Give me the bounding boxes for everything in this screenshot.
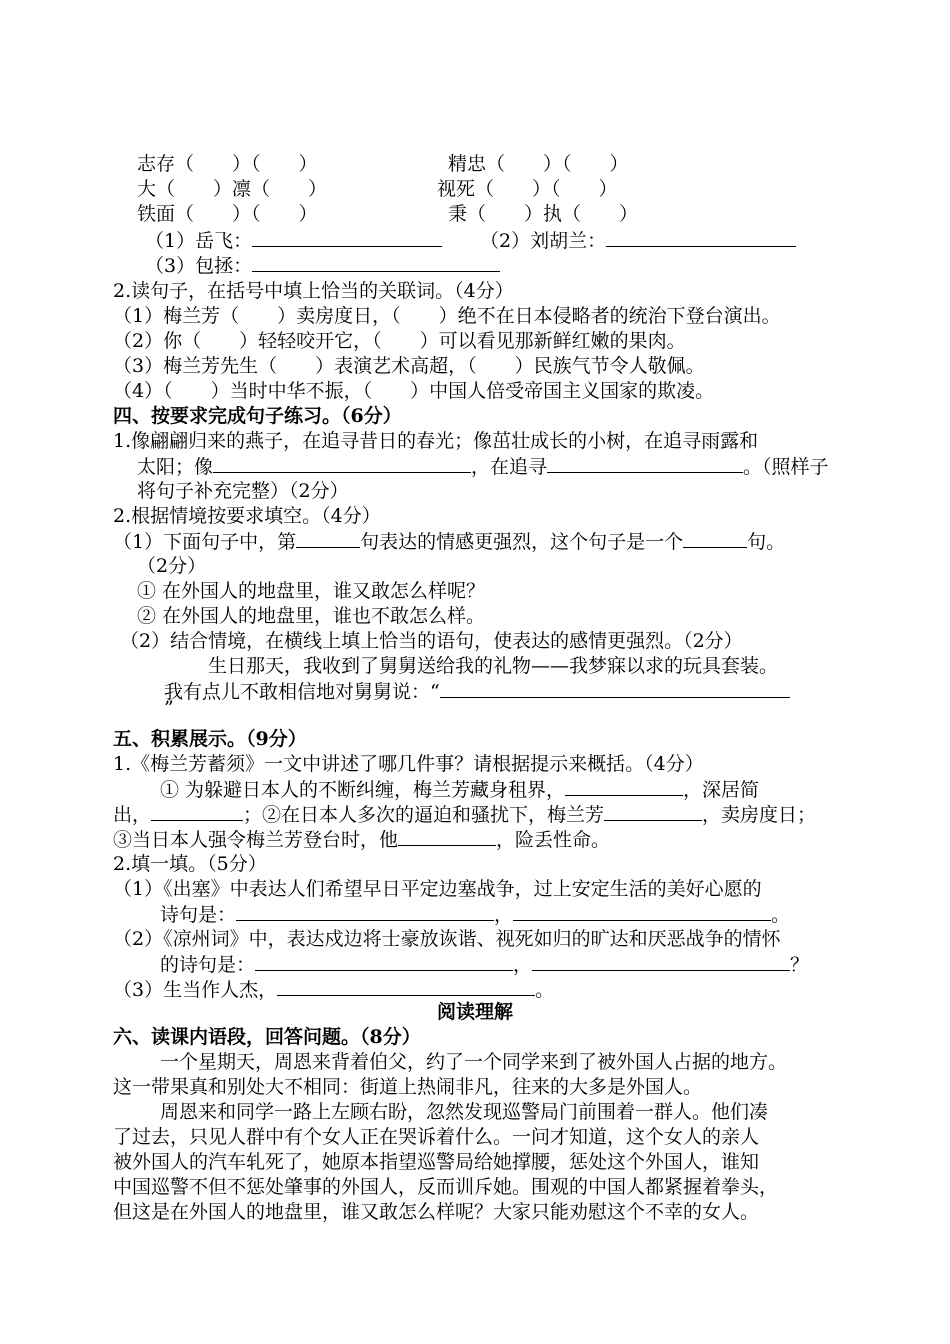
blank-line[interactable] (213, 454, 471, 473)
sec4-q2-2c: ” (164, 697, 174, 719)
blank-line[interactable] (277, 977, 535, 996)
text: ，深居简 (683, 779, 760, 801)
sec4-q2-2a: 生日那天，我收到了舅舅送给我的礼物——我梦寐以求的玩具套装。 (208, 655, 779, 677)
sec5-q2-1b (160, 902, 790, 926)
text: ，险丢性命。 (496, 829, 611, 851)
sec4-q2-1 (113, 529, 785, 553)
blank-line[interactable] (683, 529, 747, 548)
q2-s3: （3）梅兰芳先生（ ）表演艺术高超，（ ）民族气节令人敬佩。 (113, 355, 705, 377)
person-yuefei-label: （1）岳飞： (145, 230, 253, 252)
idiom-2-1: 大（ ）凛（ ） (137, 178, 328, 200)
blank-line[interactable] (440, 679, 790, 698)
idiom-2-2: 视死（ ）（ ） (437, 178, 618, 200)
sec5-q1-a (160, 777, 759, 801)
text: 的诗句是： (160, 954, 256, 976)
idiom-3-1: 铁面（ ）（ ） (137, 203, 318, 225)
text: 我有点儿不敢相信地对舅舅说：“ (164, 681, 440, 703)
person-baozheng (145, 253, 500, 277)
text: ① 为躲避日本人的不断纠缠，梅兰芳藏身租界， (160, 779, 566, 801)
blank-line[interactable] (532, 952, 790, 971)
sec4-opt1: ① 在外国人的地盘里，谁又敢怎么样呢？ (137, 580, 486, 602)
q2-s2: （2）你（ ）轻轻咬开它，（ ）可以看见那新鲜红嫩的果肉。 (113, 330, 686, 352)
idiom-3-2: 秉（ ）执（ ） (448, 203, 639, 225)
passage-p2d: 中国巡警不但不惩处肇事的外国人，反而训斥她。围观的中国人都紧握着拳头， (113, 1176, 779, 1198)
sec5-q2: 2.填一填。（5分） (113, 853, 267, 875)
blank-line[interactable] (513, 902, 771, 921)
sec5-title: 五、积累展示。（9分） (113, 728, 307, 750)
sec4-title: 四、按要求完成句子练习。（6分） (113, 405, 402, 427)
blank-line[interactable] (252, 253, 500, 272)
sec4-q2-1-score: （2分） (137, 555, 207, 577)
blank-line[interactable] (398, 827, 496, 846)
sec5-q2-3 (113, 977, 554, 1001)
reading-heading: 阅读理解 (436, 1001, 513, 1023)
text: （1）下面句子中，第 (113, 531, 297, 553)
blank-line[interactable] (296, 529, 360, 548)
passage-p2c: 被外国人的汽车轧死了，她原本指望巡警局给她撑腰，惩处这个外国人，谁知 (113, 1151, 760, 1173)
text: ③当日本人强令梅兰芳登台时，他 (113, 829, 399, 851)
text: 。 (535, 979, 555, 1001)
sec5-q2-1: （1）《出塞》中表达人们希望早日平定边塞战争，过上安定生活的美好心愿的 (113, 878, 762, 900)
text: 太阳；像 (137, 456, 214, 478)
text: ？ (790, 954, 810, 976)
sec4-q1-c: 将句子补充完整）（2分） (137, 480, 349, 502)
passage-p1b: 这一带果真和别处大不相同：街道上热闹非凡，往来的大多是外国人。 (113, 1076, 703, 1098)
sec4-q2-2: （2）结合情境，在横线上填上恰当的语句，使表达的感情更强烈。（2分） (120, 630, 743, 652)
person-liuhulan (480, 228, 796, 252)
sec6-title: 六、读课内语段，回答问题。（8分） (113, 1026, 421, 1048)
blank-line[interactable] (604, 802, 702, 821)
sec4-opt2: ② 在外国人的地盘里，谁也不敢怎么样。 (137, 605, 486, 627)
text: ，卖房度日； (702, 804, 817, 826)
text: 诗句是： (160, 904, 237, 926)
passage-p2a: 周恩来和同学一路上左顾右盼，忽然发现巡警局门前围着一群人。他们凑 (160, 1101, 769, 1123)
blank-line[interactable] (236, 902, 494, 921)
passage-p1a: 一个星期天，周恩来背着伯父，约了一个同学来到了被外国人占据的地方。 (160, 1051, 788, 1073)
sec4-q1-a: 1.像翩翩归来的燕子，在追寻昔日的春光；像茁壮成长的小树，在追寻雨露和 (113, 430, 759, 452)
text: （3）生当作人杰， (113, 979, 278, 1001)
q2-s4: （4）（ ）当时中华不振，（ ）中国人倍受帝国主义国家的欺凌。 (113, 380, 715, 402)
text: 句。 (747, 531, 786, 553)
text: 句表达的情感更强烈，这个句子是一个 (360, 531, 684, 553)
text: 。 (771, 904, 791, 926)
sec4-q1-b (137, 454, 829, 478)
text: ，在追寻 (471, 456, 548, 478)
sec5-q1-c (113, 827, 610, 851)
passage-p2b: 了过去，只见人群中有个女人正在哭诉着什么。一问才知道，这个女人的亲人 (113, 1126, 760, 1148)
person-liuhulan-label: （2）刘胡兰： (480, 230, 607, 252)
sec5-q2-2b (160, 952, 809, 976)
text: 。（照样子 (743, 456, 829, 478)
person-yuefei (145, 228, 442, 252)
sec5-q1-b (113, 802, 816, 826)
passage-p2e: 但这是在外国人的地盘里，谁又敢怎么样呢？大家只能劝慰这个不幸的女人。 (113, 1201, 760, 1223)
sec5-q2-2: （2）《凉州词》中，表达戍边将士豪放诙谐、视死如归的旷达和厌恶战争的情怀 (113, 928, 781, 950)
text: ， (494, 904, 514, 926)
q2-s1: （1）梅兰芳（ ）卖房度日，（ ）绝不在日本侵略者的统治下登台演出。 (113, 305, 781, 327)
text: ， (513, 954, 533, 976)
blank-line[interactable] (151, 802, 243, 821)
blank-line[interactable] (252, 228, 442, 247)
text: ；②在日本人多次的逼迫和骚扰下，梅兰芳 (243, 804, 605, 826)
idiom-1-1: 志存（ ）（ ） (137, 153, 318, 175)
idiom-1-2: 精忠（ ）（ ） (448, 153, 629, 175)
person-baozheng-label: （3）包拯： (145, 255, 253, 277)
q2-title: 2.读句子，在括号中填上恰当的关联词。（4分） (113, 280, 514, 302)
sec5-q1: 1.《梅兰芳蓄须》一文中讲述了哪几件事？请根据提示来概括。（4分） (113, 753, 704, 775)
sec4-q2-2b (164, 679, 790, 703)
sec4-q2-title: 2.根据情境按要求填空。（4分） (113, 505, 381, 527)
blank-line[interactable] (606, 228, 796, 247)
blank-line[interactable] (255, 952, 513, 971)
text: 出， (113, 804, 152, 826)
blank-line[interactable] (547, 454, 743, 473)
blank-line[interactable] (565, 777, 683, 796)
